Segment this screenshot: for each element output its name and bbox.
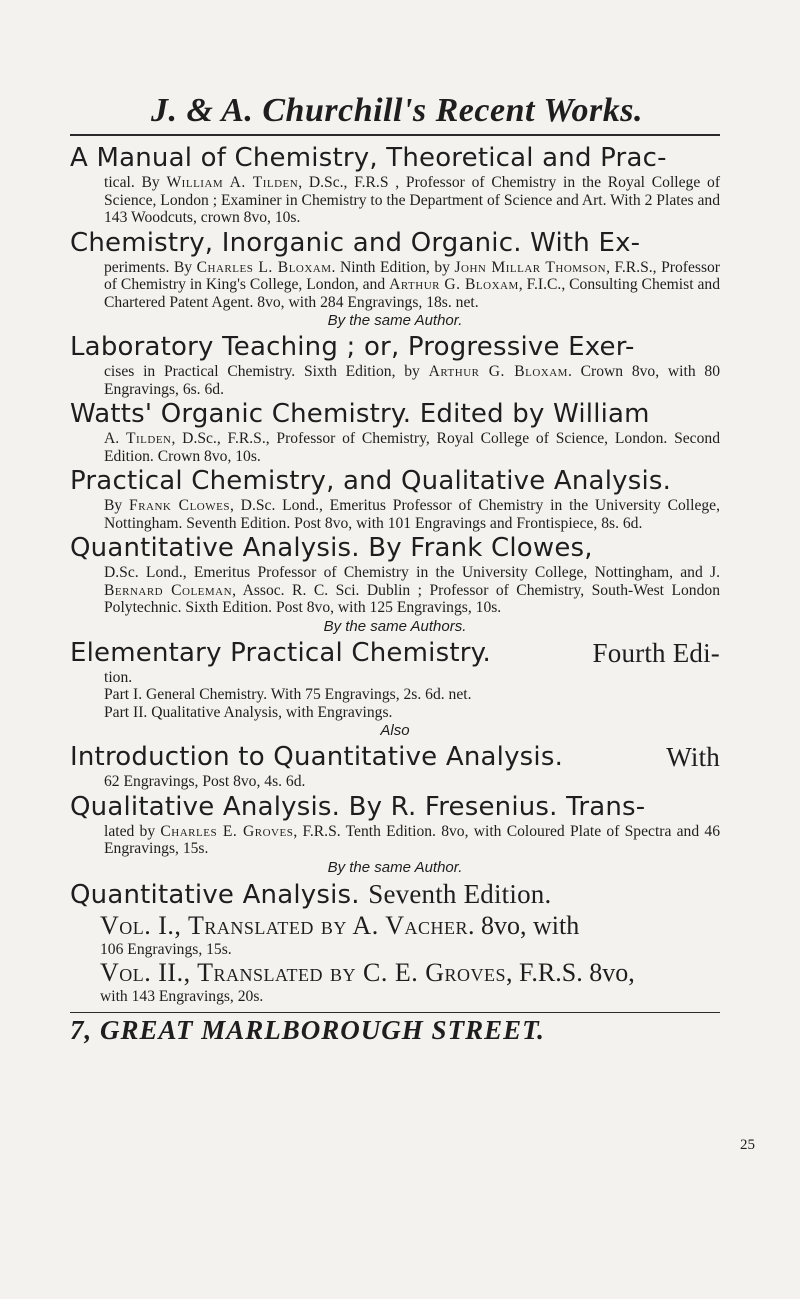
entry-body bbox=[104, 823, 720, 858]
volume-detail: with 143 Engravings, 20s. bbox=[100, 988, 264, 1005]
entry-text: , D.Sc., F.R.S., Professor of Chemistry, Royal College of Science, London. Second Edition. Crown 8vo, 10s. bbox=[104, 430, 720, 465]
entry-text: , F.I.C., Consulting Chemist and Chartered Patent Agent. 8vo, with 284 Engravings, 18s. net. bbox=[104, 276, 720, 311]
entry-title-tail: With bbox=[666, 742, 720, 772]
entry-title: Practical Chemistry, and Qualitative Analysis. bbox=[70, 466, 672, 496]
entry-title-main: Quantitative Analysis. bbox=[70, 879, 360, 910]
entry-title bbox=[70, 878, 720, 911]
book-entry bbox=[70, 465, 720, 532]
entry-text: cises in Practical Chemistry. Sixth Edition, by bbox=[104, 363, 429, 380]
volume-line bbox=[100, 958, 720, 988]
byline: By the same Authors. bbox=[323, 617, 467, 635]
byline: Also bbox=[380, 722, 410, 739]
entry-text: D.Sc. Lond., Emeritus Professor of Chemistry in the University College, Nottingham, and J. bbox=[104, 564, 720, 581]
author-name: Arthur G. Bloxam bbox=[428, 363, 568, 380]
entry-text: , Assoc. R. C. Sci. Dublin ; Professor of Chemistry, South-West London Polytechnic. Sixth Edition. Post 8vo, with 125 Engravings, 10s. bbox=[104, 581, 720, 616]
entry-text: lated by bbox=[104, 822, 161, 840]
author-name: Groves bbox=[425, 958, 507, 987]
entry-text: , F.R.S., Professor of Chemistry in King's College, London, and bbox=[104, 258, 720, 293]
author-name: Charles E. Groves bbox=[160, 822, 294, 840]
entry-body bbox=[104, 363, 720, 398]
volume-text: . 8vo, with bbox=[468, 910, 580, 940]
author-name: William A. Tilden bbox=[166, 174, 299, 191]
entry-body bbox=[104, 497, 720, 532]
entry-text: . Crown 8vo, with 80 Engravings, 6s. 6d. bbox=[104, 363, 720, 398]
header-rule bbox=[70, 134, 720, 136]
entry-title: Quantitative Analysis. By Frank Clowes, bbox=[70, 533, 593, 563]
volume-text: Vol. I., Translated by A. bbox=[100, 910, 386, 940]
author-name: Bernard Coleman bbox=[104, 581, 233, 599]
author-name: Vacher bbox=[385, 910, 469, 940]
publisher-address: 7, GREAT MARLBOROUGH STREET. bbox=[70, 1014, 545, 1045]
entry-title: Chemistry, Inorganic and Organic. With Ex- bbox=[70, 227, 641, 258]
entry-title-edition: Seventh Edition. bbox=[368, 878, 552, 909]
author-name: John Millar Thomson bbox=[454, 258, 607, 276]
byline: By the same Author. bbox=[327, 858, 463, 876]
entry-body bbox=[104, 773, 720, 791]
entry-text: tical. By bbox=[104, 174, 167, 191]
volume-line bbox=[100, 911, 720, 941]
entry-text: . Ninth Edition, by bbox=[331, 258, 455, 276]
book-entry bbox=[70, 227, 720, 332]
part-line: Part I. General Chemistry. With 75 Engravings, 2s. 6d. net. bbox=[104, 686, 472, 703]
part-line: Part II. Qualitative Analysis, with Engravings. bbox=[104, 703, 393, 721]
entry-text: tion. bbox=[104, 668, 133, 686]
entry-title-edition: Fourth Edi- bbox=[592, 637, 720, 668]
entry-title bbox=[70, 637, 720, 669]
page bbox=[70, 92, 720, 1046]
entry-title bbox=[70, 741, 720, 773]
entry-title: Watts' Organic Chemistry. Edited by William bbox=[70, 399, 650, 429]
entry-title-main: Introduction to Quantitative Analysis. bbox=[70, 742, 564, 772]
volume-text: , F.R.S. 8vo, bbox=[506, 958, 635, 987]
entry-body bbox=[104, 430, 720, 465]
entry-text: A. bbox=[104, 430, 126, 447]
book-entry bbox=[70, 398, 720, 465]
entry-title-main: Elementary Practical Chemistry. bbox=[70, 637, 491, 668]
author-name: Tilden bbox=[125, 430, 172, 447]
byline: By the same Author. bbox=[327, 312, 463, 329]
running-head: J. & A. Churchill's Recent Works. bbox=[151, 92, 643, 129]
entry-text: periments. By bbox=[104, 258, 197, 276]
book-entry bbox=[70, 791, 720, 878]
page-number: 25 bbox=[740, 1137, 755, 1153]
entry-text: By bbox=[104, 497, 130, 514]
entry-text: , D.Sc. Lond., Emeritus Professor of Chemistry in the University College, Nottingham. Seventh Edition. Post 8vo, with 101 Engravings and Frontispiece, 8s. 6d. bbox=[104, 497, 720, 532]
entry-body bbox=[104, 564, 720, 617]
book-entry bbox=[70, 532, 720, 637]
book-entry bbox=[70, 142, 720, 227]
book-entry bbox=[70, 741, 720, 791]
entry-text: , D.Sc., F.R.S , Professor of Chemistry in the Royal College of Science, London ; Examiner in Chemistry to the Department of Science and Art. With 2 Plates and 143 Woodcuts, crown 8vo, 10s. bbox=[104, 174, 721, 226]
author-name: Frank Clowes bbox=[129, 497, 230, 514]
author-name: Arthur G. Bloxam bbox=[389, 276, 519, 293]
entry-body bbox=[104, 259, 720, 312]
entry-text: , F.R.S. Tenth Edition. 8vo, with Coloured Plate of Spectra and 46 Engravings, 15s. bbox=[104, 822, 720, 857]
entry-text: 62 Engravings, Post 8vo, 4s. 6d. bbox=[104, 773, 306, 790]
book-entry bbox=[70, 637, 720, 742]
author-name: Charles L. Bloxam bbox=[196, 258, 332, 276]
book-entry bbox=[70, 331, 720, 398]
entry-title: A Manual of Chemistry, Theoretical and Prac- bbox=[70, 143, 667, 173]
entry-title: Laboratory Teaching ; or, Progressive Exer- bbox=[70, 332, 635, 362]
volume-detail: 106 Engravings, 15s. bbox=[100, 940, 232, 958]
entry-title: Qualitative Analysis. By R. Fresenius. Trans- bbox=[70, 791, 646, 822]
footer-rule bbox=[70, 1012, 720, 1013]
volume-text: Vol. II., Translated by C. E. bbox=[100, 958, 426, 987]
entry-body bbox=[104, 669, 720, 722]
book-entry bbox=[70, 878, 720, 1006]
entry-body bbox=[104, 174, 720, 227]
